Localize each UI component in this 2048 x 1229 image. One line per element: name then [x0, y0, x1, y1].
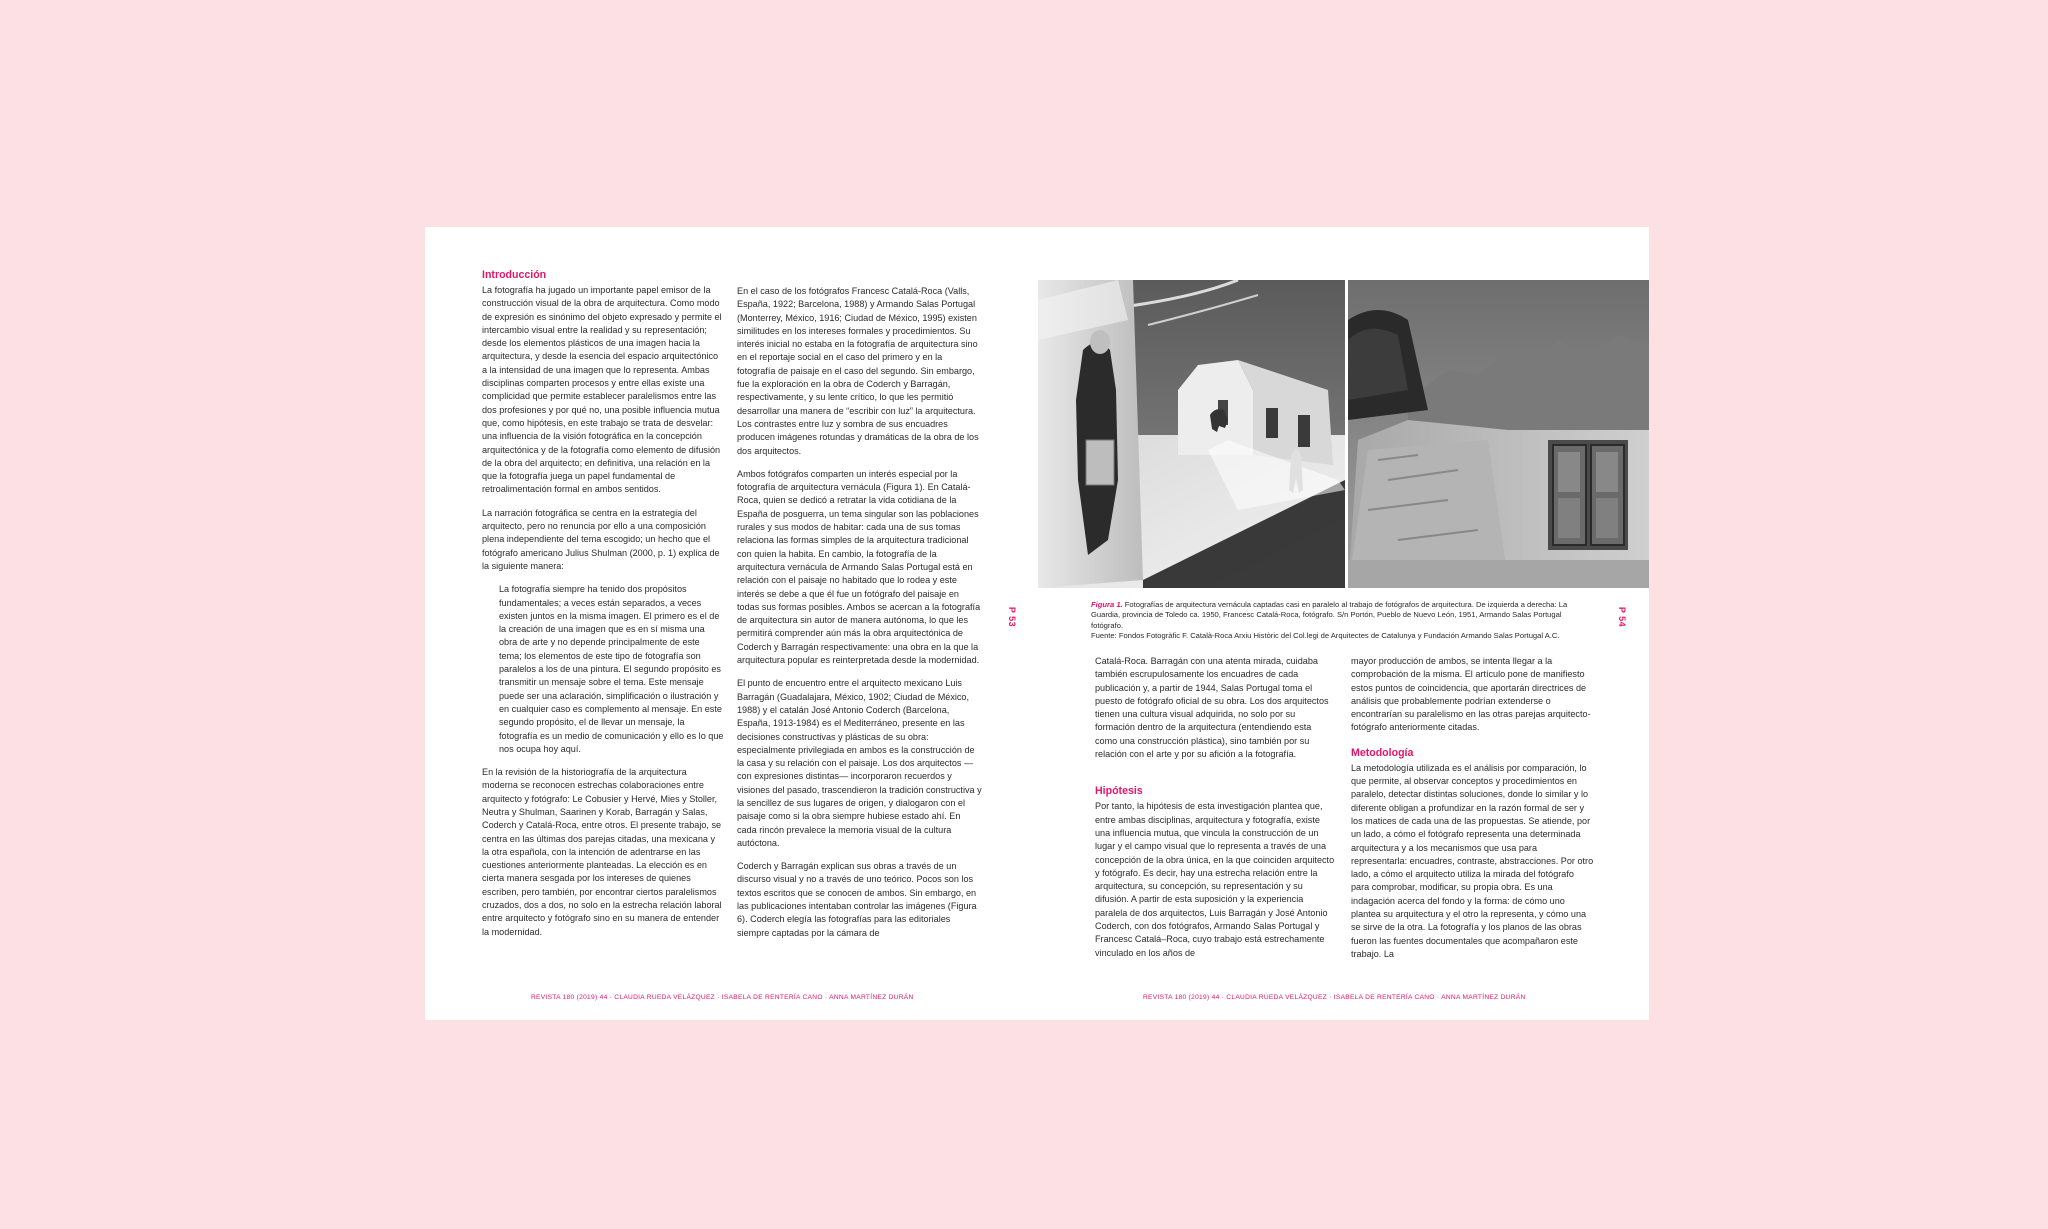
introduccion-heading: Introducción [482, 269, 547, 281]
right-col2-paragraph-top: mayor producción de ambos, se intenta llegar a la comprobación de la misma. El artículo pone de manifiesto estos puntos de coincidencia, que aportarán directrices de análisis que probablemente podrían extenderse o encontrarían su paralelismo en las otras parejas arquitecto-fotógrafo anteriormente citadas. [1351, 656, 1591, 733]
intro-paragraph-3: En la revisión de la historiografía de la arquitectura moderna se reconocen estrechas colaboraciones entre arquitecto y fotógrafo: Le Cobusier y Hervé, Mies y Stoller, Neutra y Shulman, Saarinen y Korab, Barragán y Salas, Coderch y Catalá-Roca, entre otros. El presente trabajo, se centra en las últimas dos parejas citadas, una mexicana y la otra española, con la intención de adentrarse en las cuestiones anteriormente planteadas. La elección es en cierta manera sesgada por los intereses de quienes escriben, pero también, por encontrar ciertos paralelismos cruzados, dos a dos, no solo en la estrecha relación laboral entre arquitecto y fotógrafo sino en su manera de entender la modernidad. [482, 767, 722, 937]
left-page-column-1 [482, 269, 724, 949]
right-page-column-2 [1351, 655, 1594, 971]
left-page-column-2 [737, 285, 982, 950]
figure-caption-text: Fotografías de arquitectura vernácula captadas casi en paralelo al trabajo de fotógrafos de arquitectura. De izquierda a derecha: La Guardia, provincia de Toledo ca. 1950, Francesc Catalá-Roca, fotógrafo. S/n Portón, Pueblo de Nuevo León, 1951, Armando Salas Portugal fotógrafo. [1091, 600, 1568, 630]
hipotesis-paragraph: Por tanto, la hipótesis de esta investigación plantea que, entre ambas disciplinas, arquitectura y fotografía, existe una influencia mutua, que vincula la construcción de un lugar y el campo visual que lo representa a través de una concepción de la obra única, en la que coinciden arquitecto y fotógrafo. Es decir, hay una estrecha relación entre la arquitectura, su concepción, su representación y su difusión. A partir de esta suposición y la experiencia paralela de dos arquitectos, Luis Barragán y José Antonio Coderch, con dos fotógrafos, Armando Salas Portugal y Francesc Catalá–Roca, cuyo trabajo está estrechamente vinculado en los años de [1095, 801, 1335, 958]
figure-label: Figura 1. [1091, 600, 1123, 609]
metodologia-heading: Metodología [1351, 746, 1414, 759]
intro-paragraph-1: La fotografía ha jugado un importante papel emisor de la construcción visual de la obra de arquitectura. Como modo de expresión es sinónimo del objeto expresado y permite el intercambio visual entre la realidad y su representación; desde los elementos plásticos de una imagen hacia la arquitectura, y desde la esencia del espacio arquitectónico a la intensidad de una imagen que lo representa. Ambas disciplinas comparten procesos y entre ellas existe una complicidad que permite establecer paralelismos entre las dos profesiones y por qué no, una posible influencia mutua que, como hipótesis, en este trabajo se trata de desvelar: una influencia de la visión fotográfica en la concepción arquitectónica y de la fotografía como elemento de difusión de la obra del arquitecto; en definitiva, una relación en la que la fotografía juega un papel fundamental de retroalimentación formal en ambos sentidos. [482, 285, 722, 495]
figure-source: Fuente: Fondos Fotogràfic F. Català-Roca Arxiu Històric del Col.legi de Arquitectes de Catalunya y Fundación Armando Salas Portugal A.C. [1091, 631, 1560, 641]
col2-paragraph-1: En el caso de los fotógrafos Francesc Catalá-Roca (Valls, España, 1922; Barcelona, 1988) y Armando Salas Portugal (Monterrey, México, 1916; Ciudad de México, 1995) existen similitudes en los intereses formales y procedimientos. Su interés inicial no estaba en la fotografía de arquitectura sino en el reportaje social en el caso del primero y en la fotografía de paisaje en el caso del segundo. Sin embargo, fue la exploración en la obra de Coderch y Barragán, respectivamente, y su lente crítico, lo que les permitió desarrollar una manera de “escribir con luz” la arquitectura. Los contrastes entre luz y sombra de sus encuadres producen imágenes rotundas y dramáticas de la obra de los dos arquitectos. [737, 286, 979, 456]
metodologia-paragraph: La metodología utilizada es el análisis por comparación, lo que permite, al observar conceptos y procedimientos en paralelo, detectar distintas soluciones, donde lo similar y lo diferente obligan a profundizar en la razón formal de ser y los matices de cada una de las propuestas. Se atiende, por un lado, a cómo el fotógrafo representa una determinada arquitectura y a los mecanismos que usa para representarla: encuadres, contraste, abstracciones. Por otro lado, a cómo el arquitecto utiliza la mirada del fotógrafo para comprobar, modificar, su propia obra. Es una indagación acerca del fondo y la forma: de cómo uno plantea su arquitectura y el otro la representa, y cómo una se sirve de la otra. La fotografía y los planos de las obras fueron las fuentes documentales que acompañaron este trabajo. La [1351, 762, 1594, 959]
page-number-54: P 54 [1617, 606, 1628, 628]
col2-paragraph-3: El punto de encuentro entre el arquitecto mexicano Luis Barragán (Guadalajara, México, 1902; Ciudad de México, 1988) y el catalán José Antonio Coderch (Barcelona, España, 1913-1984) es el Mediterráneo, presente en las decisiones constructivas y plásticas de su obra: especialmente privilegiada en ambos es la construcción de la casa y su relación con el paisaje. Los dos arquitectos —con expresiones distintas— incorporaron recuerdos y visiones del pasado, trascendieron la tradición constructiva y la sencillez de sus lugares de origen, y dialogaron con el paisaje como si la obra siempre hubiese estado ahí. En cada rincón prevalece la memoria visual de la cultura autóctona. [737, 678, 982, 848]
la-guardia-photo-illustration [1038, 280, 1345, 588]
page-number-53: P 53 [1007, 606, 1018, 628]
porton-photo-illustration [1348, 280, 1649, 588]
right-footer: REVISTA 180 (2019) 44 · CLAUDIA RUEDA VELÁZQUEZ · ISABELA DE RENTERÍA CANO · ANNA MARTÍNEZ DURÁN [1143, 994, 1526, 1001]
hipotesis-heading: Hipótesis [1095, 785, 1143, 798]
magazine-spread [425, 227, 1649, 1020]
figure-1-caption [1091, 600, 1591, 642]
right-page-column-1 [1095, 655, 1335, 970]
col2-paragraph-4: Coderch y Barragán explican sus obras a través de un discurso visual y no a través de uno teórico. Pocos son los textos escritos que se conocen de ambos. Sin embargo, en las publicaciones intentaban controlar las imágenes (Figura 6). Coderch elegía las fotografías para las editoriales siempre captadas por la cámara de [737, 861, 977, 938]
photo-la-guardia [1038, 280, 1345, 588]
left-footer: REVISTA 180 (2019) 44 · CLAUDIA RUEDA VELÁZQUEZ · ISABELA DE RENTERÍA CANO · ANNA MARTÍNEZ DURÁN [531, 994, 914, 1001]
col2-paragraph-2: Ambos fotógrafos comparten un interés especial por la fotografía de arquitectura vernácula (Figura 1). En Catalá-Roca, quien se dedicó a retratar la vida cotidiana de la España de posguerra, un tema singular son las poblaciones rurales y sus modos de habitar: cada una de sus tomas relaciona las formas simples de la arquitectura tradicional con quien la habita. En cambio, la fotografía de la arquitectura vernácula de Armando Salas Portugal está en relación con el paisaje no habitado que lo rodea y este interés se debe a que él fue un fotógrafo del paisaje en todas sus formas posibles. Ambos se acercan a la fotografía de arquitectura sin autor de manera autónoma, lo que les permitirá comprender aún más la obra arquitectónica de Coderch y Barragán respectivamente: una obra en la que la arquitectura popular es reinterpretada desde la modernidad. [737, 468, 981, 666]
shulman-quote: La fotografía siempre ha tenido dos propósitos fundamentales; a veces están separados, a veces existen juntos en la misma imagen. El primero es el de la creación de una imagen que es en sí misma una obra de arte y no depende principalmente de este tema; los elementos de este tipo de fotografía son paralelos a los de una pintura. El segundo propósito es transmitir un mensaje sobre el tema. Este mensaje puede ser una aclaración, simplificación o ilustración y en cualquier caso es complemento al mensaje. En este segundo propósito, el de llevar un mensaje, la fotografía es un medio de comunicación y ello es lo que nos ocupa hoy aquí. [499, 584, 724, 754]
right-col1-paragraph-top: Catalá-Roca. Barragán con una atenta mirada, cuidaba también escrupulosamente los encuadres de cada publicación y, a partir de 1944, Salas Portugal toma el puesto de fotógrafo oficial de su obra. Los dos arquitectos tienen una cultura visual adquirida, no solo por su formación dentro de la arquitectura (entendiendo esta como una construcción plástica), sino también por su relación con el arte y por su afición a la fotografía. [1095, 656, 1329, 760]
photo-porton-nuevo-leon [1348, 280, 1649, 588]
intro-paragraph-2: La narración fotográfica se centra en la estrategia del arquitecto, pero no renuncia por ello a una composición plena independiente del tema escogido; un hecho que el fotógrafo americano Julius Shulman (2000, p. 1) explica de la siguiente manera: [482, 507, 720, 571]
